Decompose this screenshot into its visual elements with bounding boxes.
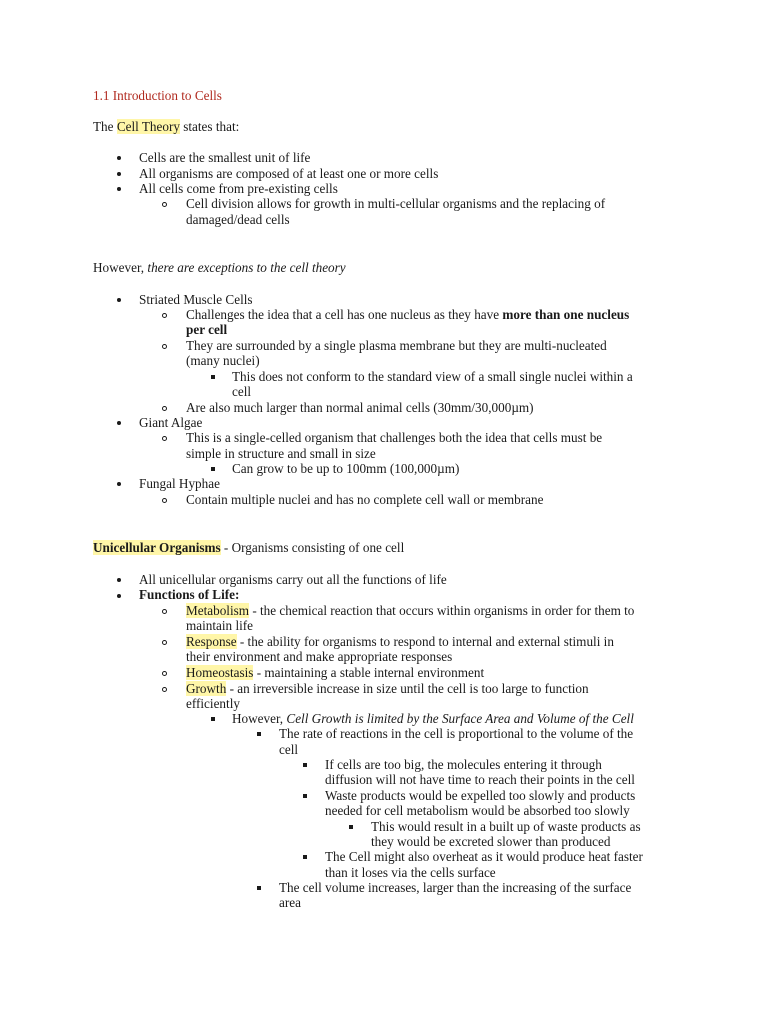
bullet-dot-icon: [117, 156, 121, 160]
text-span: - maintaining a stable internal environment: [253, 665, 485, 680]
list-item: Cell division allows for growth in multi-cellular organisms and the replacing of: [186, 196, 606, 211]
italic-span: Cell Growth is limited by the Surface Area and Volume of the Cell: [286, 711, 634, 726]
list-item: Functions of Life:: [139, 587, 240, 602]
bullet-circle-icon: [162, 609, 167, 614]
list-item-continuation: maintain life: [186, 618, 254, 633]
bullet-square-icon: [211, 375, 215, 379]
bullet-circle-icon: [162, 313, 167, 318]
bullet-square-icon: [303, 763, 307, 767]
list-item-continuation: than it loses via the cells surface: [325, 865, 496, 880]
list-item: All cells come from pre-existing cells: [139, 181, 338, 196]
bullet-circle-icon: [162, 406, 167, 411]
list-item: Can grow to be up to 100mm (100,000µm): [232, 461, 460, 476]
list-item-continuation: efficiently: [186, 696, 240, 711]
response-term: Response: [186, 634, 237, 649]
bullet-circle-icon: [162, 202, 167, 207]
list-item: [186, 603, 634, 618]
list-item-continuation: simple in structure and small in size: [186, 446, 376, 461]
list-item-continuation: area: [279, 895, 301, 910]
cell-theory-intro: [93, 119, 239, 134]
bullet-square-icon: [349, 825, 353, 829]
list-item: This would result in a built up of waste products as: [371, 819, 641, 834]
list-item: This does not conform to the standard view of a small single nuclei within a: [232, 369, 633, 384]
bullet-square-icon: [211, 717, 215, 721]
bullet-square-icon: [211, 467, 215, 471]
text-span: However,: [232, 711, 287, 726]
list-item: The rate of reactions in the cell is proportional to the volume of the: [279, 726, 634, 741]
bullet-circle-icon: [162, 671, 167, 676]
bullet-circle-icon: [162, 687, 167, 692]
intro-prefix: The: [93, 119, 117, 134]
exceptions-prefix: However,: [93, 260, 148, 275]
list-item: [186, 681, 589, 696]
list-item-continuation: (many nuclei): [186, 353, 260, 368]
exceptions-italic: there are exceptions to the cell theory: [147, 260, 346, 275]
text-span: - the chemical reaction that occurs within organisms in order for them to: [249, 603, 635, 618]
unicellular-term: Unicellular Organisms: [93, 540, 221, 555]
bullet-dot-icon: [117, 578, 121, 582]
bullet-square-icon: [257, 732, 261, 736]
growth-term: Growth: [186, 681, 227, 696]
bullet-dot-icon: [117, 594, 121, 598]
text-span: Challenges the idea that a cell has one nucleus as they have: [186, 307, 503, 322]
list-item: Fungal Hyphae: [139, 476, 220, 491]
list-item: The cell volume increases, larger than the increasing of the surface: [279, 880, 632, 895]
list-item: Contain multiple nuclei and has no complete cell wall or membrane: [186, 492, 544, 507]
list-item: [186, 307, 629, 322]
bullet-square-icon: [303, 855, 307, 859]
bullet-square-icon: [257, 886, 261, 890]
list-item: The Cell might also overheat as it would produce heat faster: [325, 849, 643, 864]
bullet-circle-icon: [162, 498, 167, 503]
list-item: Waste products would be expelled too slowly and products: [325, 788, 636, 803]
list-item: Giant Algae: [139, 415, 203, 430]
list-item: This is a single-celled organism that challenges both the idea that cells must be: [186, 430, 603, 445]
text-span: - an irreversible increase in size until the cell is too large to function: [226, 681, 589, 696]
list-item-continuation: per cell: [186, 322, 228, 337]
list-item-continuation: cell: [279, 742, 299, 757]
text-span: - the ability for organisms to respond to internal and external stimuli in: [236, 634, 614, 649]
list-item: All unicellular organisms carry out all the functions of life: [139, 572, 447, 587]
bullet-circle-icon: [162, 640, 167, 645]
unicellular-def: - Organisms consisting of one cell: [220, 540, 405, 555]
list-item: Are also much larger than normal animal cells (30mm/30,000µm): [186, 400, 534, 415]
bullet-dot-icon: [117, 187, 121, 191]
list-item: [186, 634, 614, 649]
unicellular-heading: [93, 540, 404, 555]
list-item-continuation: they would be excreted slower than produced: [371, 834, 611, 849]
cell-theory-term: Cell Theory: [116, 119, 180, 134]
list-item-continuation: cell: [232, 384, 252, 399]
list-item: They are surrounded by a single plasma membrane but they are multi-nucleated: [186, 338, 607, 353]
list-item: Striated Muscle Cells: [139, 292, 253, 307]
metabolism-term: Metabolism: [186, 603, 250, 618]
section-heading: 1.1 Introduction to Cells: [93, 88, 222, 103]
intro-suffix: states that:: [179, 119, 240, 134]
list-item-continuation: needed for cell metabolism would be absorbed too slowly: [325, 803, 630, 818]
list-item: [232, 711, 634, 726]
list-item: [186, 665, 484, 680]
bullet-dot-icon: [117, 172, 121, 176]
list-item-continuation: damaged/dead cells: [186, 212, 290, 227]
bullet-dot-icon: [117, 298, 121, 302]
list-item-continuation: diffusion will not have time to reach their points in the cell: [325, 772, 635, 787]
list-item: All organisms are composed of at least one or more cells: [139, 166, 439, 181]
bullet-square-icon: [303, 794, 307, 798]
bullet-circle-icon: [162, 436, 167, 441]
bold-span: more than one nucleus: [502, 307, 630, 322]
bullet-dot-icon: [117, 421, 121, 425]
exceptions-intro: [93, 260, 346, 275]
list-item: Cells are the smallest unit of life: [139, 150, 311, 165]
bullet-circle-icon: [162, 344, 167, 349]
homeostasis-term: Homeostasis: [186, 665, 254, 680]
list-item: If cells are too big, the molecules entering it through: [325, 757, 602, 772]
bullet-dot-icon: [117, 482, 121, 486]
list-item-continuation: their environment and make appropriate responses: [186, 649, 453, 664]
